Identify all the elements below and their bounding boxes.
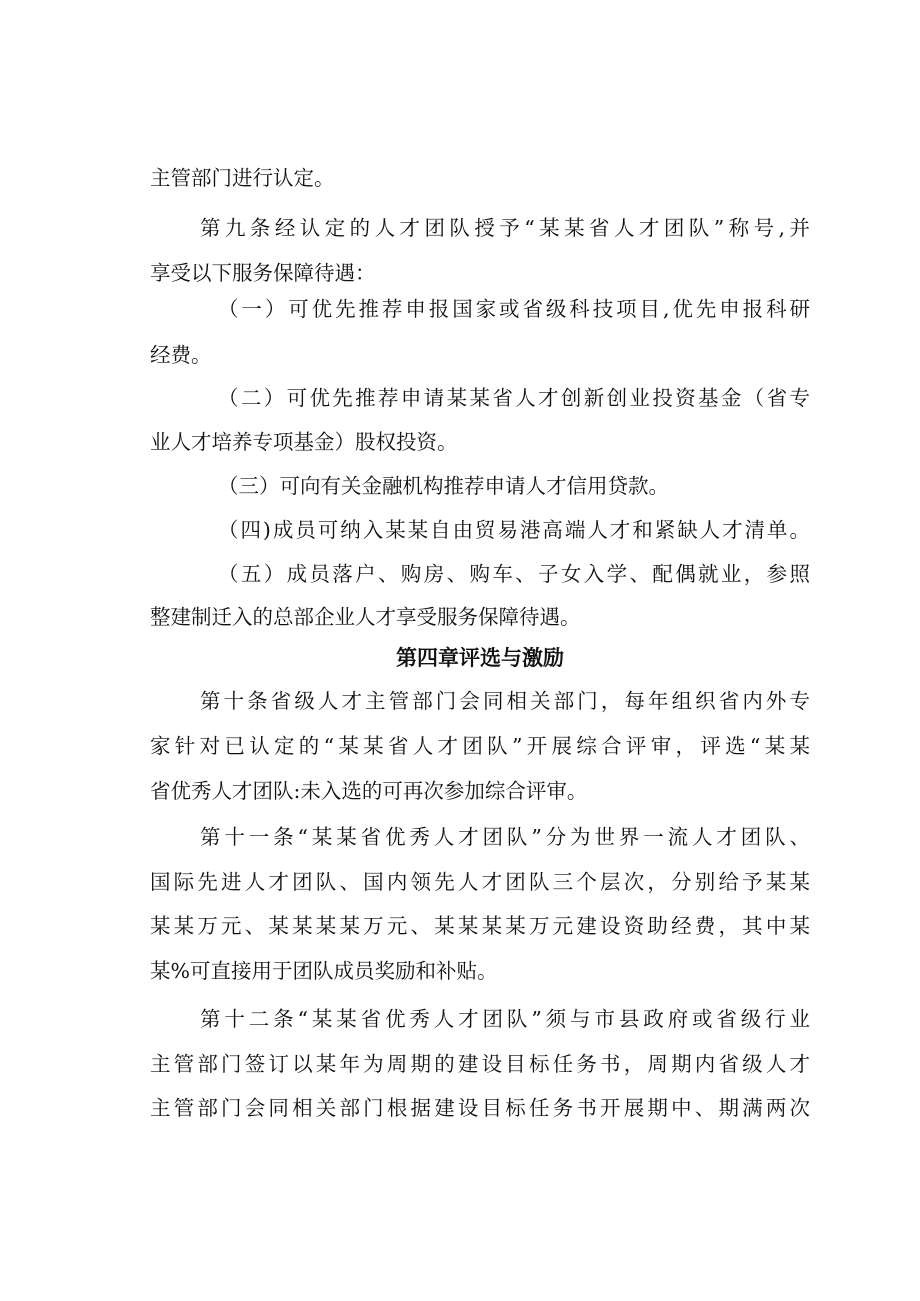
list-item-2-line: （二）可优先推荐申请某某省人才创新创业投资基金（省专: [218, 386, 810, 410]
text-line: 某某万元、某某某某万元、某某某某万元建设资助经费，其中某: [150, 914, 810, 938]
list-item-1-line: （一）可优先推荐申报国家或省级科技项目,优先申报科研: [218, 297, 810, 321]
list-item-5-line: （五）成员落户、购房、购车、子女入学、配偶就业，参照: [218, 562, 810, 586]
text-line: 经费。: [150, 343, 212, 367]
text-line: 主管部门进行认定。: [150, 166, 335, 190]
article-10-line: 第十条省级人才主管部门会同相关部门，每年组织省内外专: [200, 689, 810, 713]
text-line: 家针对已认定的“某某省人才团队”开展综合评审，评选“某某: [150, 734, 810, 758]
article-11-line: 第十一条“某某省优秀人才团队”分为世界一流人才团队、: [200, 825, 810, 849]
text-line: 业人才培养专项基金）股权投资。: [150, 430, 458, 454]
text-line: 省优秀人才团队:未入选的可再次参加综合评审。: [150, 779, 588, 803]
article-9-line: 第九条经认定的人才团队授予“某某省人才团队”称号,并: [200, 216, 810, 240]
article-12-line: 第十二条“某某省优秀人才团队”须与市县政府或省级行业: [200, 1007, 810, 1031]
text-line: 主管部门会同相关部门根据建设目标任务书开展期中、期满两次: [150, 1096, 810, 1120]
text-line: 某%可直接用于团队成员奖励和补贴。: [150, 959, 498, 983]
list-item-4-line: （四)成员可纳入某某自由贸易港高端人才和紧缺人才清单。: [218, 518, 810, 542]
text-line: 国际先进人才团队、国内领先人才团队三个层次，分别给予某某: [150, 870, 810, 894]
list-item-3-line: （三）可向有关金融机构推荐申请人才信用贷款。: [218, 474, 669, 498]
chapter-heading: 第四章评选与激励: [396, 646, 564, 670]
text-line: 享受以下服务保障待遇：: [150, 261, 376, 285]
text-line: 整建制迁入的总部企业人才享受服务保障待遇。: [150, 605, 581, 629]
text-line: 主管部门签订以某年为周期的建设目标任务书，周期内省级人才: [150, 1052, 810, 1076]
